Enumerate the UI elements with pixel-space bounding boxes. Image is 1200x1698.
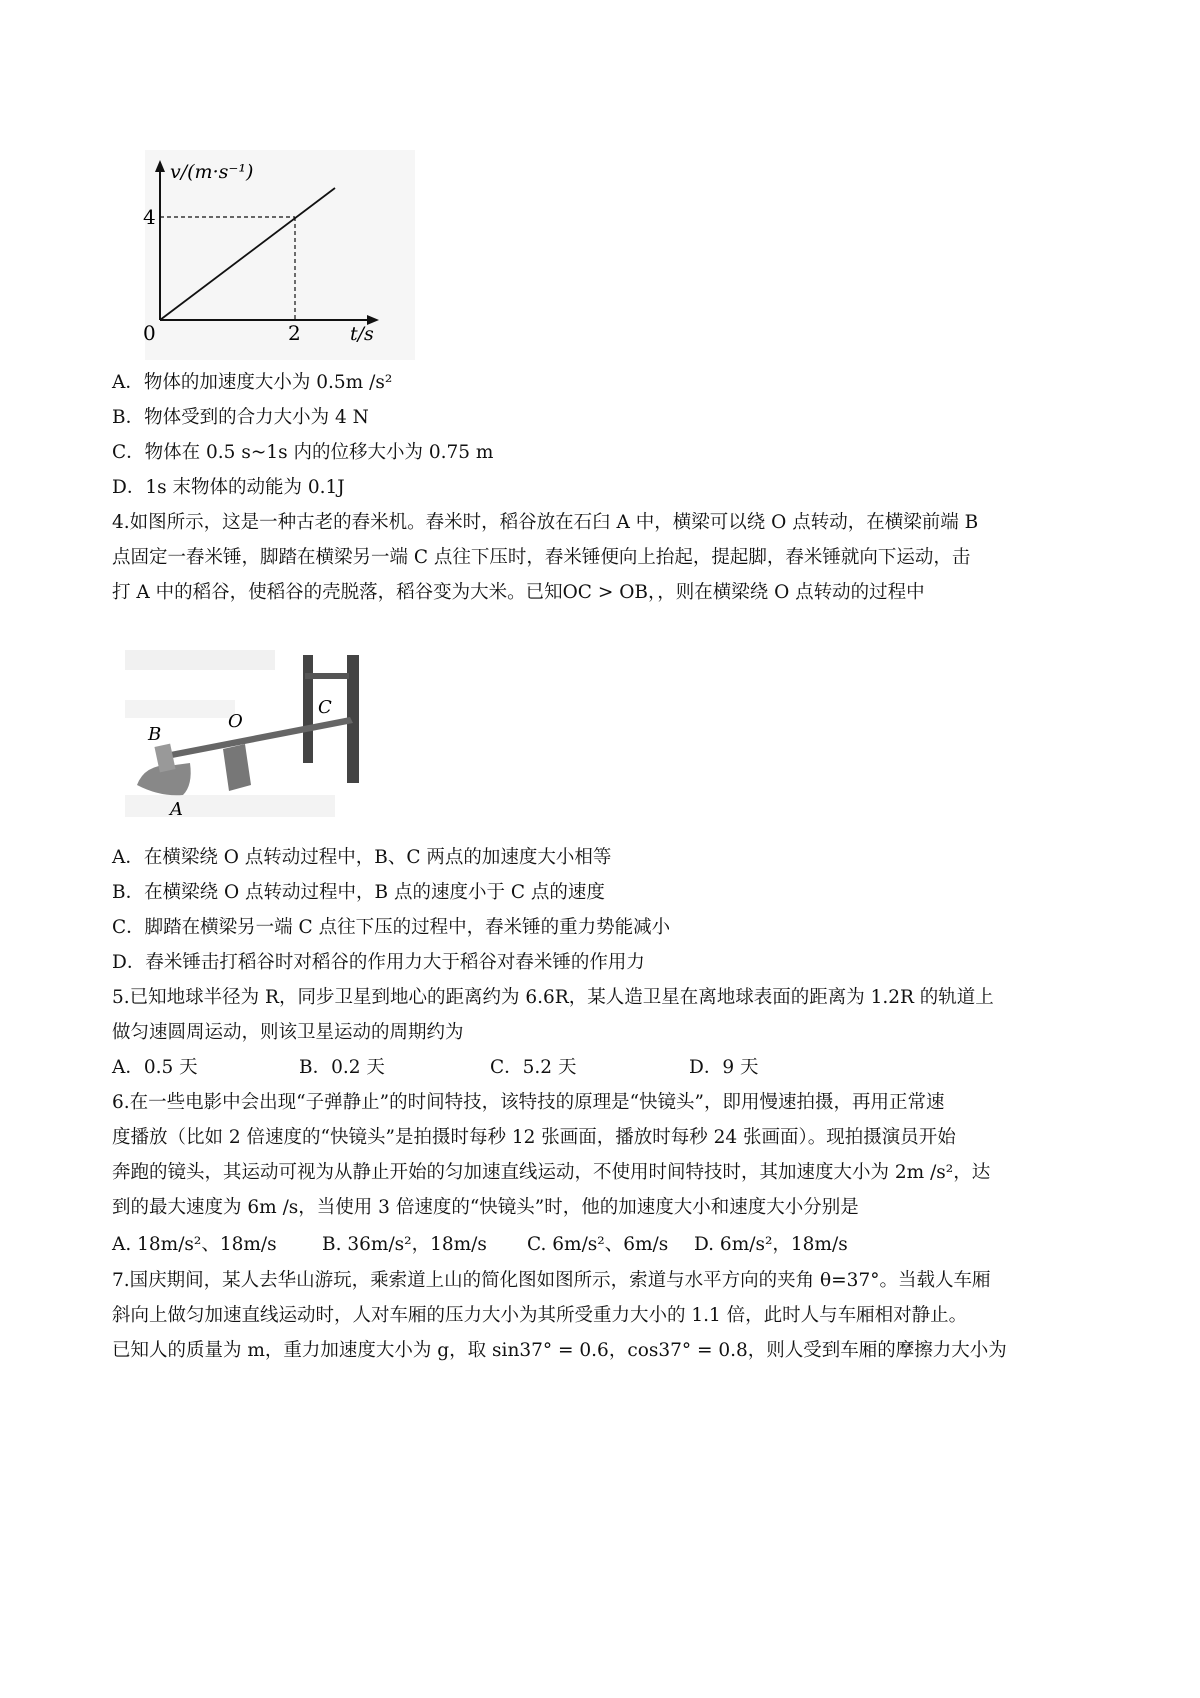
- top-crossbar: [305, 673, 349, 679]
- y-tick-label: 4: [143, 205, 156, 229]
- q6-option-c: C. 6m/s²、6m/s: [527, 1234, 669, 1255]
- q3-option-a: A．物体的加速度大小为 0.5m /s²: [112, 372, 393, 393]
- q7-stem-line-2: 斜向上做匀加速直线运动时，人对车厢的压力大小为其所受重力大小的 1.1 倍，此时人与车厢相对静止。: [112, 1305, 968, 1326]
- q4-option-b: B．在横梁绕 O 点转动过程中，B 点的速度小于 C 点的速度: [112, 882, 605, 903]
- q6-option-d: D. 6m/s²，18m/s: [694, 1234, 848, 1255]
- q6-stem-line-4: 到的最大速度为 6m /s，当使用 3 倍速度的“快镜头”时，他的加速度大小和速度大小分别是: [112, 1197, 859, 1218]
- q4-stem-line-2: 点固定一舂米锤，脚踏在横梁另一端 C 点往下压时，舂米锤便向上抬起，提起脚，舂米锤就向下运动，击: [112, 547, 971, 568]
- q5-options-row: [112, 1055, 1072, 1081]
- q5-option-d: D．9 天: [689, 1057, 759, 1078]
- label-a: A: [170, 799, 183, 820]
- label-o: O: [228, 711, 243, 732]
- q5-option-c: C．5.2 天: [490, 1057, 577, 1078]
- q5-stem-line-1: 5.已知地球半径为 R，同步卫星到地心的距离约为 6.6R，某人造卫星在离地球表面的距离为 1.2R 的轨道上: [112, 987, 994, 1008]
- left-post: [303, 655, 313, 763]
- q3-option-c: C．物体在 0.5 s~1s 内的位移大小为 0.75 m: [112, 442, 494, 463]
- q3-option-b: B．物体受到的合力大小为 4 N: [112, 407, 369, 428]
- q3-option-d: D．1s 末物体的动能为 0.1J: [112, 477, 345, 498]
- q5-option-b: B．0.2 天: [299, 1057, 385, 1078]
- label-c: C: [318, 697, 332, 718]
- q4-stem-line-3: 打 A 中的稻谷，使稻谷的壳脱落，稻谷变为大米。已知OC > OB，，则在横梁绕 O 点转动的过程中: [112, 582, 925, 603]
- q7-stem-line-3: 已知人的质量为 m，重力加速度大小为 g，取 sin37° = 0.6，cos37° = 0.8，则人受到车厢的摩擦力大小为: [112, 1340, 1007, 1361]
- q6-stem-line-1: 6.在一些电影中会出现“子弹静止”的时间特技，该特技的原理是“快镜头”，即用慢速拍摄，再用正常速: [112, 1092, 945, 1113]
- q4-option-a: A．在横梁绕 O 点转动过程中，B、C 两点的加速度大小相等: [112, 847, 612, 868]
- q5-stem-line-2: 做匀速圆周运动，则该卫星运动的周期约为: [112, 1022, 464, 1043]
- q6-option-a: A. 18m/s²、18m/s: [112, 1234, 277, 1255]
- y-axis-label: v/(m·s⁻¹): [170, 161, 254, 183]
- x-tick-label: 2: [288, 321, 301, 345]
- q4-option-c: C．脚踏在横梁另一端 C 点往下压的过程中，舂米锤的重力势能减小: [112, 917, 671, 938]
- q5-option-a: A．0.5 天: [112, 1057, 198, 1078]
- q6-option-b: B. 36m/s²，18m/s: [322, 1234, 487, 1255]
- q4-option-d: D．舂米锤击打稻谷时对稻谷的作用力大于稻谷对舂米锤的作用力: [112, 952, 645, 973]
- origin-label: 0: [143, 321, 156, 345]
- rice-pounder-figure: [125, 645, 395, 825]
- q6-stem-line-2: 度播放（比如 2 倍速度的“快镜头”是拍摄时每秒 12 张画面，播放时每秒 24 张画面）。现拍摄演员开始: [112, 1127, 956, 1148]
- label-b: B: [148, 724, 162, 745]
- q6-stem-line-3: 奔跑的镜头，其运动可视为从静止开始的匀加速直线运动，不使用时间特技时，其加速度大小为 2m /s²，达: [112, 1162, 991, 1183]
- velocity-time-graph: [145, 150, 415, 360]
- q6-options-row: [112, 1232, 1072, 1258]
- x-axis-label: t/s: [350, 323, 374, 345]
- q7-stem-line-1: 7.国庆期间，某人去华山游玩，乘索道上山的简化图如图所示，索道与水平方向的夹角 θ=37°。当载人车厢: [112, 1270, 991, 1291]
- q4-stem-line-1: 4.如图所示，这是一种古老的舂米机。舂米时，稻谷放在石臼 A 中，横梁可以绕 O 点转动，在横梁前端 B: [112, 512, 979, 533]
